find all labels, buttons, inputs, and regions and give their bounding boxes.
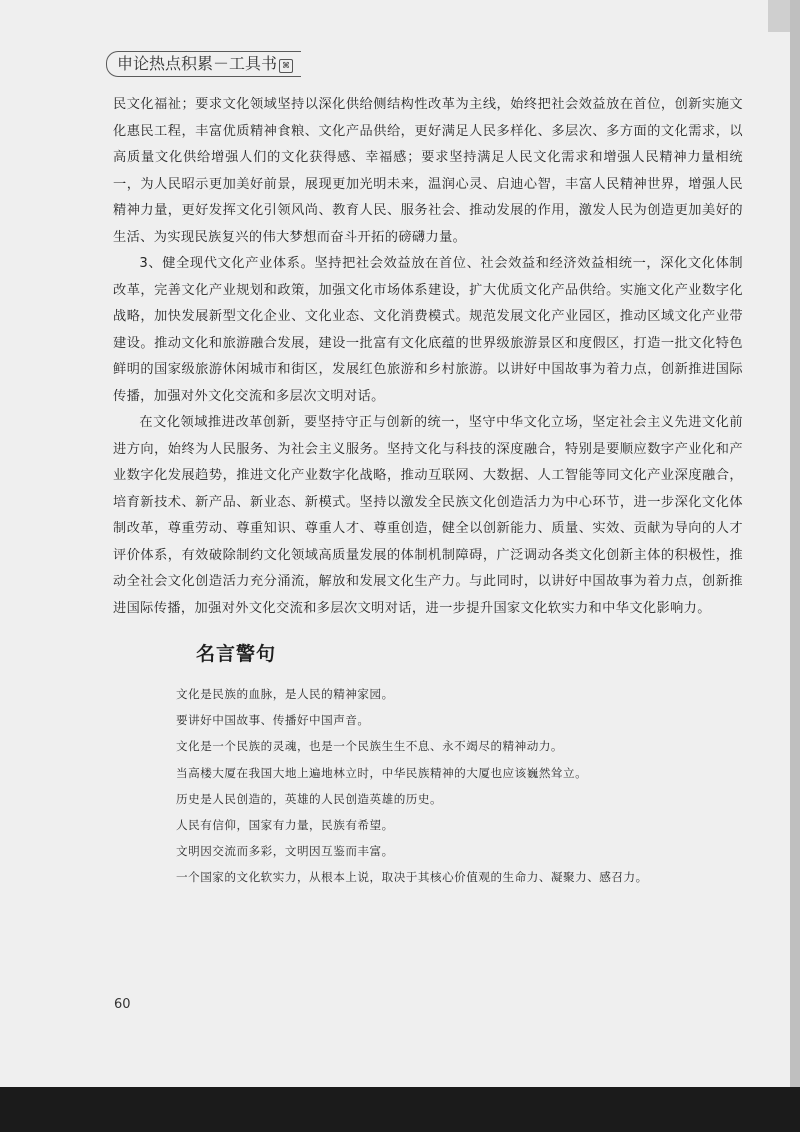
quote-item: 文化是民族的血脉，是人民的精神家园。 (176, 687, 394, 701)
quote-item: 文化是一个民族的灵魂，也是一个民族生生不息、永不竭尽的精神动力。 (176, 739, 564, 754)
quote-item: 人民有信仰，国家有力量，民族有希望。 (176, 818, 394, 833)
quote-item: 历史是人民创造的，英雄的人民创造英雄的历史。 (176, 791, 443, 806)
header-title: 申论热点积累－工具书 (117, 54, 278, 73)
book-emblem-icon: ⌘ (279, 59, 293, 73)
body-text (113, 92, 743, 622)
quote-item: 一个国家的文化软实力，从根本上说，取决于其核心价值观的生命力、凝聚力、感召力。 (176, 870, 648, 885)
paragraph-continued: 民文化福祉；要求文化领域坚持以深化供给侧结构性改革为主线，始终把社会效益放在首位，创新实施文化惠民工程，丰富优质精神食粮、文化产品供给，更好满足人民多样化、多层次、多方面的文化需求，以高质量文化供给增强人们的文化获得感、幸福感；要求坚持满足人民文化需求和增强人民精神力量相统一，为人民昭示更加美好前景，展现更加光明未来，温润心灵、启迪心智，丰富人民精神世界，增强人民精神力量，更好发挥文化引领风尚、教育人民、服务社会、推动发展的作用，激发人民为创造更加美好的生活、为实现民族复兴的伟大梦想而奋斗开拓的磅礴力量。 (113, 97, 743, 245)
section-title: 名言警句 (196, 643, 277, 665)
page-number: 60 (114, 997, 131, 1012)
running-header (106, 51, 301, 77)
quote-item: 要讲好中国故事、传播好中国声音。 (176, 713, 370, 728)
paragraph-cultural-industry: 3、健全现代文化产业体系。坚持把社会效益放在首位、社会效益和经济效益相统一，深化文化体制改革，完善文化产业规划和政策，加强文化市场体系建设，扩大优质文化产品供给。实施文化产业数字化战略，加快发展新型文化企业、文化业态、文化消费模式。规范发展文化产业园区，推动区域文化产业带建设。推动文化和旅游融合发展，建设一批富有文化底蕴的世界级旅游景区和度假区，打造一批文化特色鲜明的国家级旅游休闲城市和街区，发展红色旅游和乡村旅游。以讲好中国故事为着力点，创新推进国际传播，加强对外文化交流和多层次文明对话。 (113, 256, 743, 404)
paragraph-reform-innovation: 在文化领域推进改革创新，要坚持守正与创新的统一，坚守中华文化立场，坚定社会主义先进文化前进方向，始终为人民服务、为社会主义服务。坚持文化与科技的深度融合，特别是要顺应数字产业化和产业数字化发展趋势，推进文化产业数字化战略，推动互联网、大数据、人工智能等同文化产业深度融合，培育新技术、新产品、新业态、新模式。坚持以激发全民族文化创造活力为中心环节，进一步深化文化体制改革，尊重劳动、尊重知识、尊重人才、尊重创造，健全以创新能力、质量、实效、贡献为导向的人才评价体系，有效破除制约文化领域高质量发展的体制机制障碍，广泛调动各类文化创新主体的积极性，推动全社会文化创造活力充分涌流，解放和发展文化生产力。与此同时，以讲好中国故事为着力点，创新推进国际传播，加强对外文化交流和多层次文明对话，进一步提升国家文化软实力和中华文化影响力。 (113, 415, 743, 616)
quote-item: 当高楼大厦在我国大地上遍地林立时，中华民族精神的大厦也应该巍然耸立。 (176, 765, 588, 780)
scan-edge-shadow (790, 0, 800, 1087)
quote-item: 文明因交流而多彩，文明因互鉴而丰富。 (176, 844, 394, 859)
quote-list (176, 681, 736, 891)
